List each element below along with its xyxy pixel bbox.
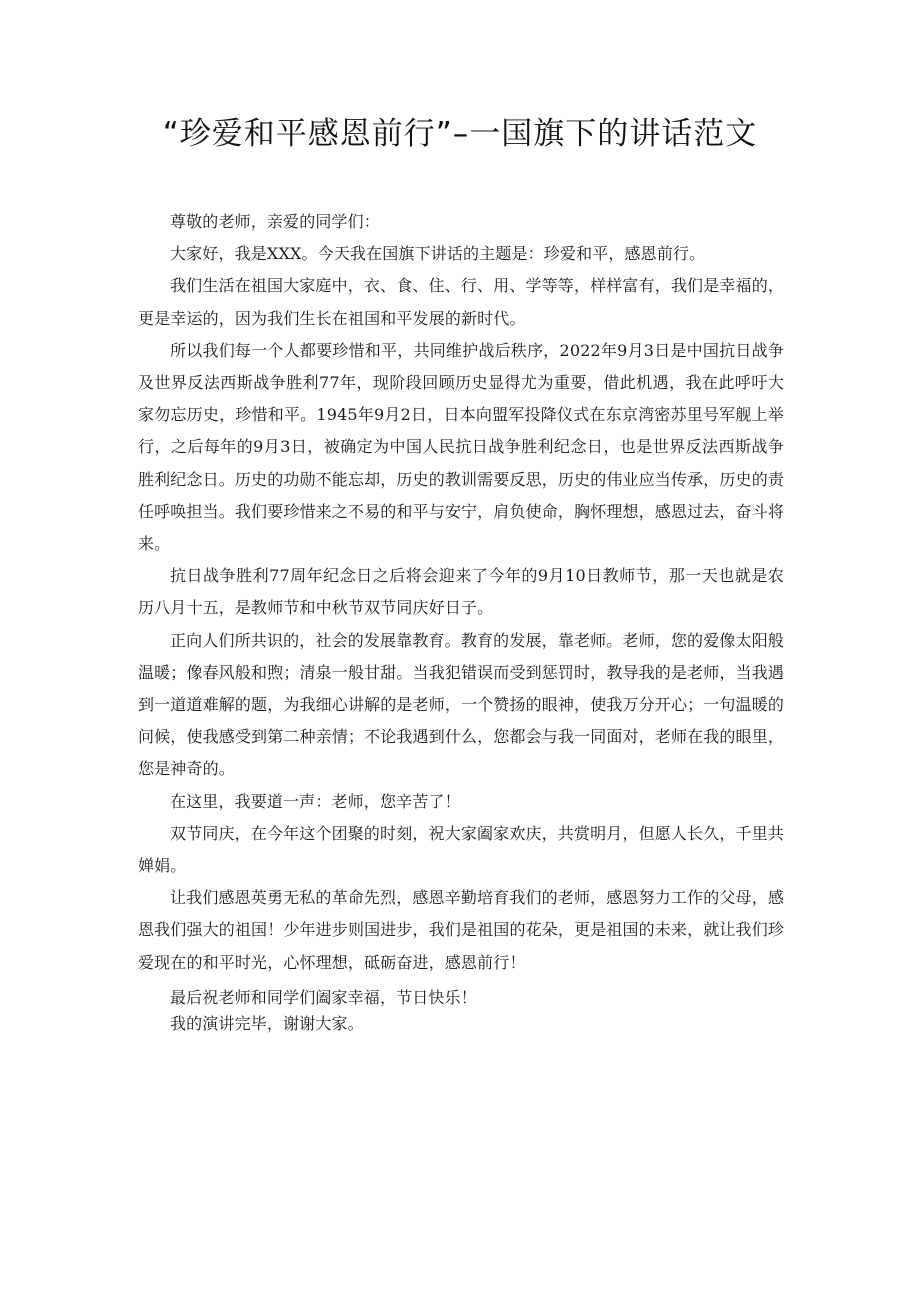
paragraph-closing: 我的演讲完毕，谢谢大家。 (170, 1013, 364, 1033)
speech-body (138, 206, 784, 1037)
paragraph-gratitude: 让我们感恩英勇无私的革命先烈，感恩辛勤培育我们的老师，感恩努力工作的父母，感恩我们强大的祖国！少年进步则国进步，我们是祖国的花朵，更是祖国的未来，就让我们珍爱现在的和平时光，心怀理想，砥砺奋进，感恩前行！ (138, 888, 785, 972)
paragraph-education: 正向人们所共识的，社会的发展靠教育。教育的发展，靠老师。老师，您的爱像太阳般温暖；像春风般和煦；清泉一般甘甜。当我犯错误而受到惩罚时，教导我的是老师，当我遇到一道道难解的题，为我细心讲解的是老师，一个赞扬的眼神，使我万分开心；一句温暖的问候，使我感受到第二种亲情；不论我遇到什么，您都会与我一同面对，老师在我的眼里，您是神奇的。 (138, 630, 785, 779)
paragraph-introduction: 大家好，我是XXX。今天我在国旗下讲话的主题是：珍爱和平，感恩前行。 (170, 244, 706, 264)
page-title: “珍爱和平感恩前行”–一国旗下的讲话范文 (162, 116, 758, 152)
paragraph-teachers-day: 抗日战争胜利77周年纪念日之后将会迎来了今年的9月10日教师节，那一天也就是农历八月十五，是教师节和中秋节双节同庆好日子。 (138, 566, 784, 618)
paragraph-double-festival: 双节同庆，在今年这个团聚的时刻，祝大家阖家欢庆，共赏明月，但愿人长久，千里共婵娟。 (138, 823, 784, 876)
paragraph-happiness: 我们生活在祖国大家庭中，衣、食、住、行、用、学等等，样样富有，我们是幸福的，更是幸运的，因为我们生长在祖国和平发展的新时代。 (138, 276, 784, 328)
paragraph-wishes: 最后祝老师和同学们阖家幸福，节日快乐！ (170, 987, 477, 1007)
paragraph-greeting: 尊敬的老师，亲爱的同学们： (170, 212, 380, 231)
paragraph-thanks-teacher: 在这里，我要道一声：老师，您辛苦了！ (170, 791, 461, 811)
paragraph-history: 所以我们每一个人都要珍惜和平，共同维护战后秩序，2022年9月3日是中国抗日战争及世界反法西斯战争胜利77年，现阶段回顾历史显得尤为重要，借此机遇，我在此呼吁大家勿忘历史，珍惜和平。1945年9月2日，日本向盟军投降仪式在东京湾密苏里号军舰上举行，之后每年的9月3日，被确定为中国人民抗日战争胜利纪念日，也是世界反法西斯战争胜利纪念日。历史的功勋不能忘却，历史的教训需要反思，历史的伟业应当传承，历史的责任呼唤担当。我们要珍惜来之不易的和平与安宁，肩负使命，胸怀理想，感恩过去，奋斗将来。 (138, 340, 785, 554)
